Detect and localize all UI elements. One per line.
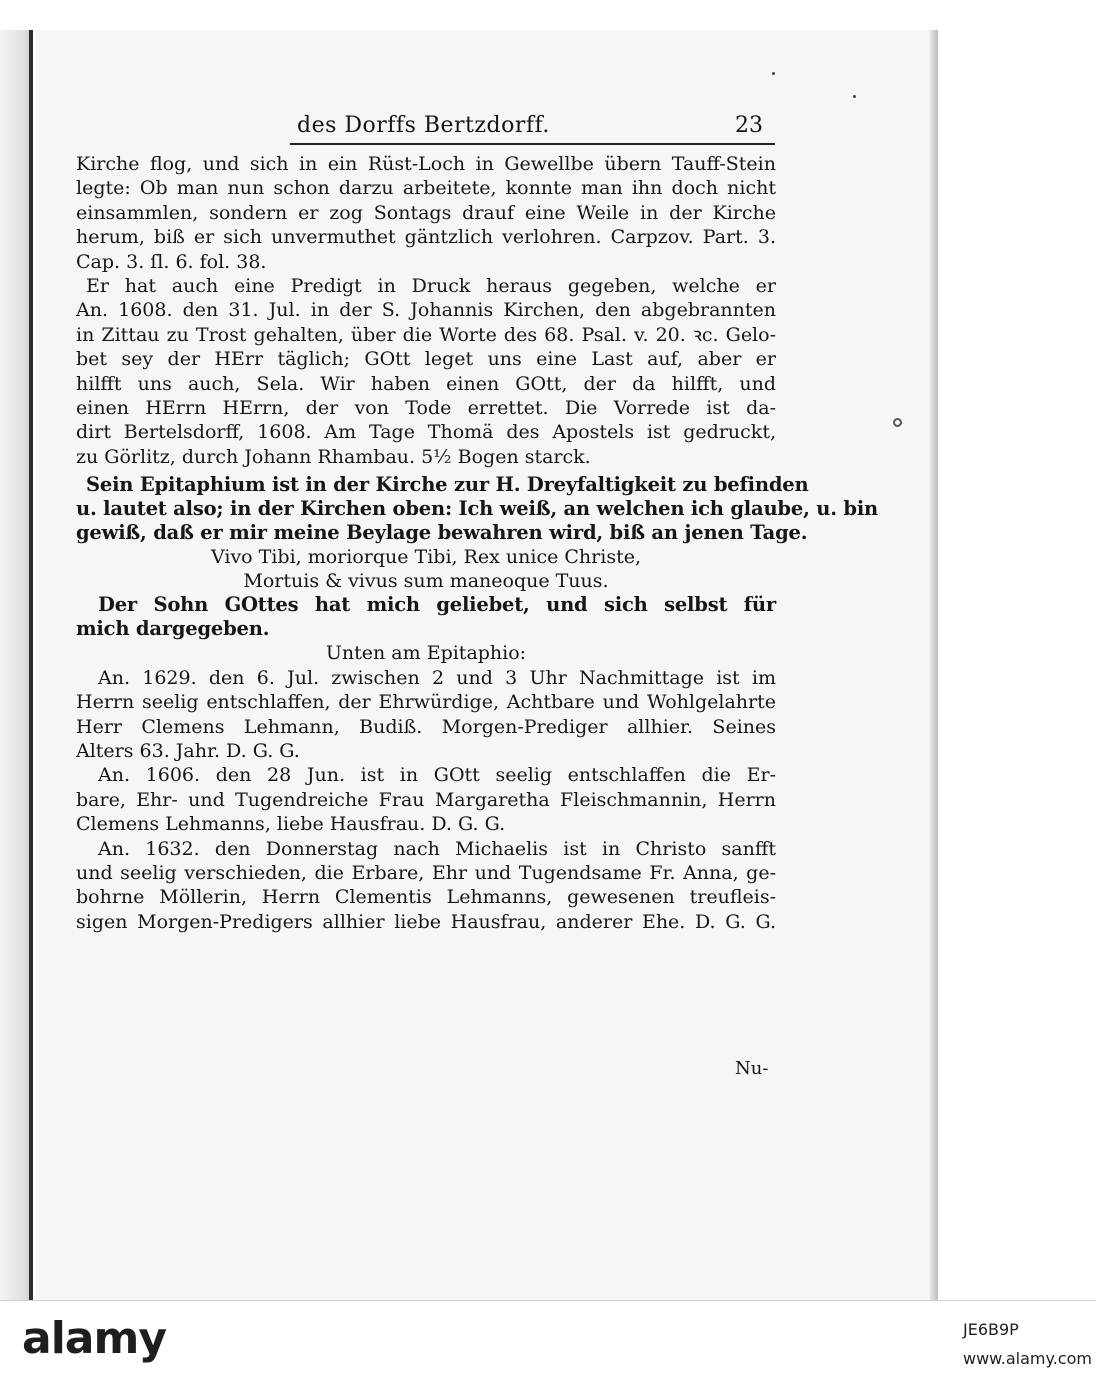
paper-hole-mark [893, 418, 902, 427]
text-line: An. 1608. den 31. Jul. in der S. Johannis Kirchen, den abgebrannten [76, 299, 776, 322]
text-line: Cap. 3. ſl. 6. fol. 38. [76, 250, 267, 273]
epitaph-line: Sein Epitaphium ist in der Kirche zur H. Dreyfaltigkeit zu befinden [86, 473, 809, 497]
running-head: des Dorffs Bertzdorff. [297, 113, 550, 138]
text-line: Er hat auch eine Predigt in Druck heraus gegeben, welche er [86, 275, 776, 298]
text-line: An. 1606. den 28 Jun. ist in GOtt seelig entschlaffen die Er- [98, 764, 776, 787]
text-line: zu Görlitz, durch Johann Rhambau. 5½ Bogen starck. [76, 445, 591, 468]
text-line: sigen Morgen-Predigers allhier liebe Hausfrau, anderer Ehe. D. G. G. [76, 910, 776, 933]
text-line: einsammlen, sondern er zog Sontags drauf eine Weile in der Kirche [76, 201, 776, 224]
latin-verse: Vivo Tibi, moriorque Tibi, Rex unice Christe, [210, 546, 641, 569]
latin-verse: Mortuis & vivus sum maneoque Tuus. [243, 570, 609, 593]
text-line: hilfft uns auch, Sela. Wir haben einen GOtt, der da hilfft, und [76, 372, 776, 395]
catchword: Nu- [735, 1058, 769, 1079]
epitaph-line: gewiß, daß er mir meine Beylage bewahren wird, biß an jenen Tage. [76, 521, 808, 545]
text-line: Kirche flog, und sich in ein Rüst-Loch in Gewellbe übern Tauff-Stein [76, 153, 776, 175]
header-rule [290, 143, 775, 145]
previous-page-edge [0, 30, 30, 1300]
website-url: www.alamy.com [963, 1349, 1092, 1368]
text-line: Alters 63. Jahr. D. G. G. [76, 739, 300, 762]
text-line: dirt Bertelsdorff, 1608. Am Tage Thomä des Apostels ist gedruckt, [76, 421, 776, 444]
text-line: und seelig verschieden, die Erbare, Ehr und Tugendsame Fr. Anna, ge- [76, 861, 776, 884]
text-line: bohrne Möllerin, Herrn Clementis Lehmanns, gewesenen treufleis- [76, 886, 776, 909]
text-line: Herrn seelig entschlaffen, der Ehrwürdige, Achtbare und Wohlgelahrte [76, 691, 776, 714]
paper-speck [772, 72, 775, 75]
divider [0, 1300, 1096, 1301]
text-line: An. 1632. den Donnerstag nach Michaelis ist in Christo sanfft [98, 837, 776, 860]
text-line: An. 1629. den 6. Jul. zwischen 2 und 3 Uhr Nachmittage ist im [98, 666, 776, 689]
text-line: Clemens Lehmanns, liebe Hausfrau. D. G. G. [76, 813, 506, 836]
image-id: JE6B9P [963, 1320, 1019, 1339]
epitaph-line: u. lautet also; in der Kirchen oben: Ich weiß, an welchen ich glaube, u. bin [76, 497, 879, 521]
page-number: 23 [735, 113, 763, 138]
text-line: einen HErrn HErrn, der von Tode errettet. Die Vorrede ist da- [76, 397, 776, 420]
text-line: in Zittau zu Trost gehalten, über die Worte des 68. Psal. v. 20. ꝛc. Gelo- [76, 323, 776, 346]
text-line: bet sey der HErr täglich; GOtt leget uns eine Last auf, aber er [76, 348, 776, 371]
text-line: Herr Clemens Lehmann, Budiß. Morgen-Prediger allhier. Seines [76, 715, 776, 738]
text-line: herum, biß er sich unvermuthet gäntzlich verlohren. Carpzov. Part. 3. [76, 226, 776, 249]
text-line: bare, Ehr- und Tugendreiche Frau Margaretha Fleischmannin, Herrn [76, 788, 776, 811]
text-line: mich dargegeben. [76, 617, 270, 641]
page-edge [930, 30, 938, 1300]
body-text [76, 152, 879, 934]
paper-speck [853, 95, 856, 98]
text-line: Der Sohn GOttes hat mich geliebet, und sich selbst für [98, 593, 776, 617]
binding-gutter [29, 30, 33, 1300]
brand-logo: alamy [22, 1313, 166, 1364]
section-heading: Unten am Epitaphio: [325, 642, 527, 665]
text-line: legte: Ob man nun schon darzu arbeitete, konnte man ihn doch nicht [76, 177, 776, 200]
